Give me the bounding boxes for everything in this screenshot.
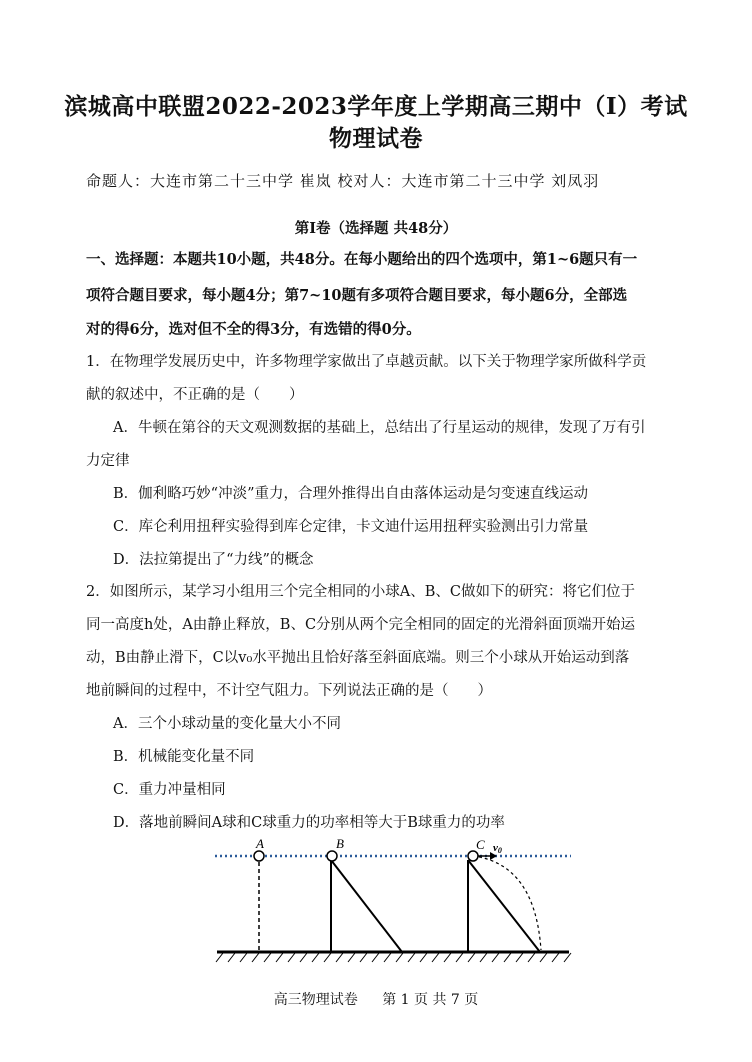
question-2-stem: 2．如图所示，某学习小组用三个完全相同的小球A、B、C做如下的研究：将它们位于 <box>86 584 635 600</box>
instructions-line: 项符合题目要求，每小题4分；第7~10题有多项符合题目要求，每小题6分，全部选 <box>86 287 628 304</box>
section-title: 第Ⅰ卷（选择题 共48分） <box>294 220 458 237</box>
question-1-option-b: B．伽利略巧妙“冲淡”重力，合理外推得出自由落体运动是匀变速直线运动 <box>113 486 588 502</box>
question-1-stem: 献的叙述中，不正确的是（ ） <box>86 387 304 403</box>
question-2-stem: 同一高度h处，A由静止释放，B、C分别从两个完全相同的固定的光滑斜面顶端开始运 <box>86 617 636 633</box>
question-1-option-c: C．库仑利用扭秤实验得到库仑定律，卡文迪什运用扭秤实验测出引力常量 <box>113 519 589 535</box>
question-1-stem: 1．在物理学发展历史中，许多物理学家做出了卓越贡献。以下关于物理学家所做科学贡 <box>86 354 647 370</box>
question-2-stem: 动，B由静止滑下，C以v₀水平抛出且恰好落至斜面底端。则三个小球从开始运动到落 <box>86 650 630 666</box>
question-2-option-a: A．三个小球动量的变化量大小不同 <box>113 716 341 732</box>
ground-hatching <box>216 953 571 962</box>
label-a: A <box>256 838 264 851</box>
physics-diagram <box>205 838 575 968</box>
label-v0-subscript: 0 <box>497 846 502 855</box>
label-b: B <box>336 838 344 851</box>
footer-page-number: 第 1 页 共 7 页 <box>382 992 479 1008</box>
label-v0-main: v <box>493 842 498 854</box>
question-2-option-d: D．落地前瞬间A球和C球重力的功率相等大于B球重力的功率 <box>113 815 505 831</box>
ball-b <box>327 851 337 861</box>
instructions-line: 一、选择题：本题共10小题，共48分。在每小题给出的四个选项中，第1~6题只有一 <box>86 251 638 268</box>
question-1-option-a-cont: 力定律 <box>86 453 130 469</box>
page-footer <box>0 989 752 1009</box>
ball-a <box>254 851 264 861</box>
question-1-option-a: A．牛顿在第谷的天文观测数据的基础上，总结出了行星运动的规律，发现了万有引 <box>113 420 646 436</box>
instructions-line: 对的得6分，选对但不全的得3分，有选错的得0分。 <box>86 321 421 338</box>
label-v0 <box>493 842 502 855</box>
incline-b-slope <box>331 860 402 952</box>
question-2-option-b: B．机械能变化量不同 <box>113 749 255 765</box>
label-c: C <box>476 838 485 852</box>
ball-c <box>468 851 478 861</box>
question-2-stem: 地前瞬间的过程中，不计空气阻力。下列说法正确的是（ ） <box>86 683 492 699</box>
ball-c-trajectory <box>473 856 541 950</box>
authors-line: 命题人：大连市第二十三中学 崔岚 校对人：大连市第二十三中学 刘凤羽 <box>86 172 600 190</box>
question-2-option-c: C．重力冲量相同 <box>113 782 226 798</box>
exam-title: 滨城高中联盟2022-2023学年度上学期高三期中（Ⅰ）考试 <box>64 93 688 120</box>
exam-subtitle: 物理试卷 <box>329 125 423 152</box>
footer-subject: 高三物理试卷 <box>273 992 358 1008</box>
incline-c-slope <box>468 860 540 952</box>
question-1-option-d: D．法拉第提出了“力线”的概念 <box>113 552 314 568</box>
